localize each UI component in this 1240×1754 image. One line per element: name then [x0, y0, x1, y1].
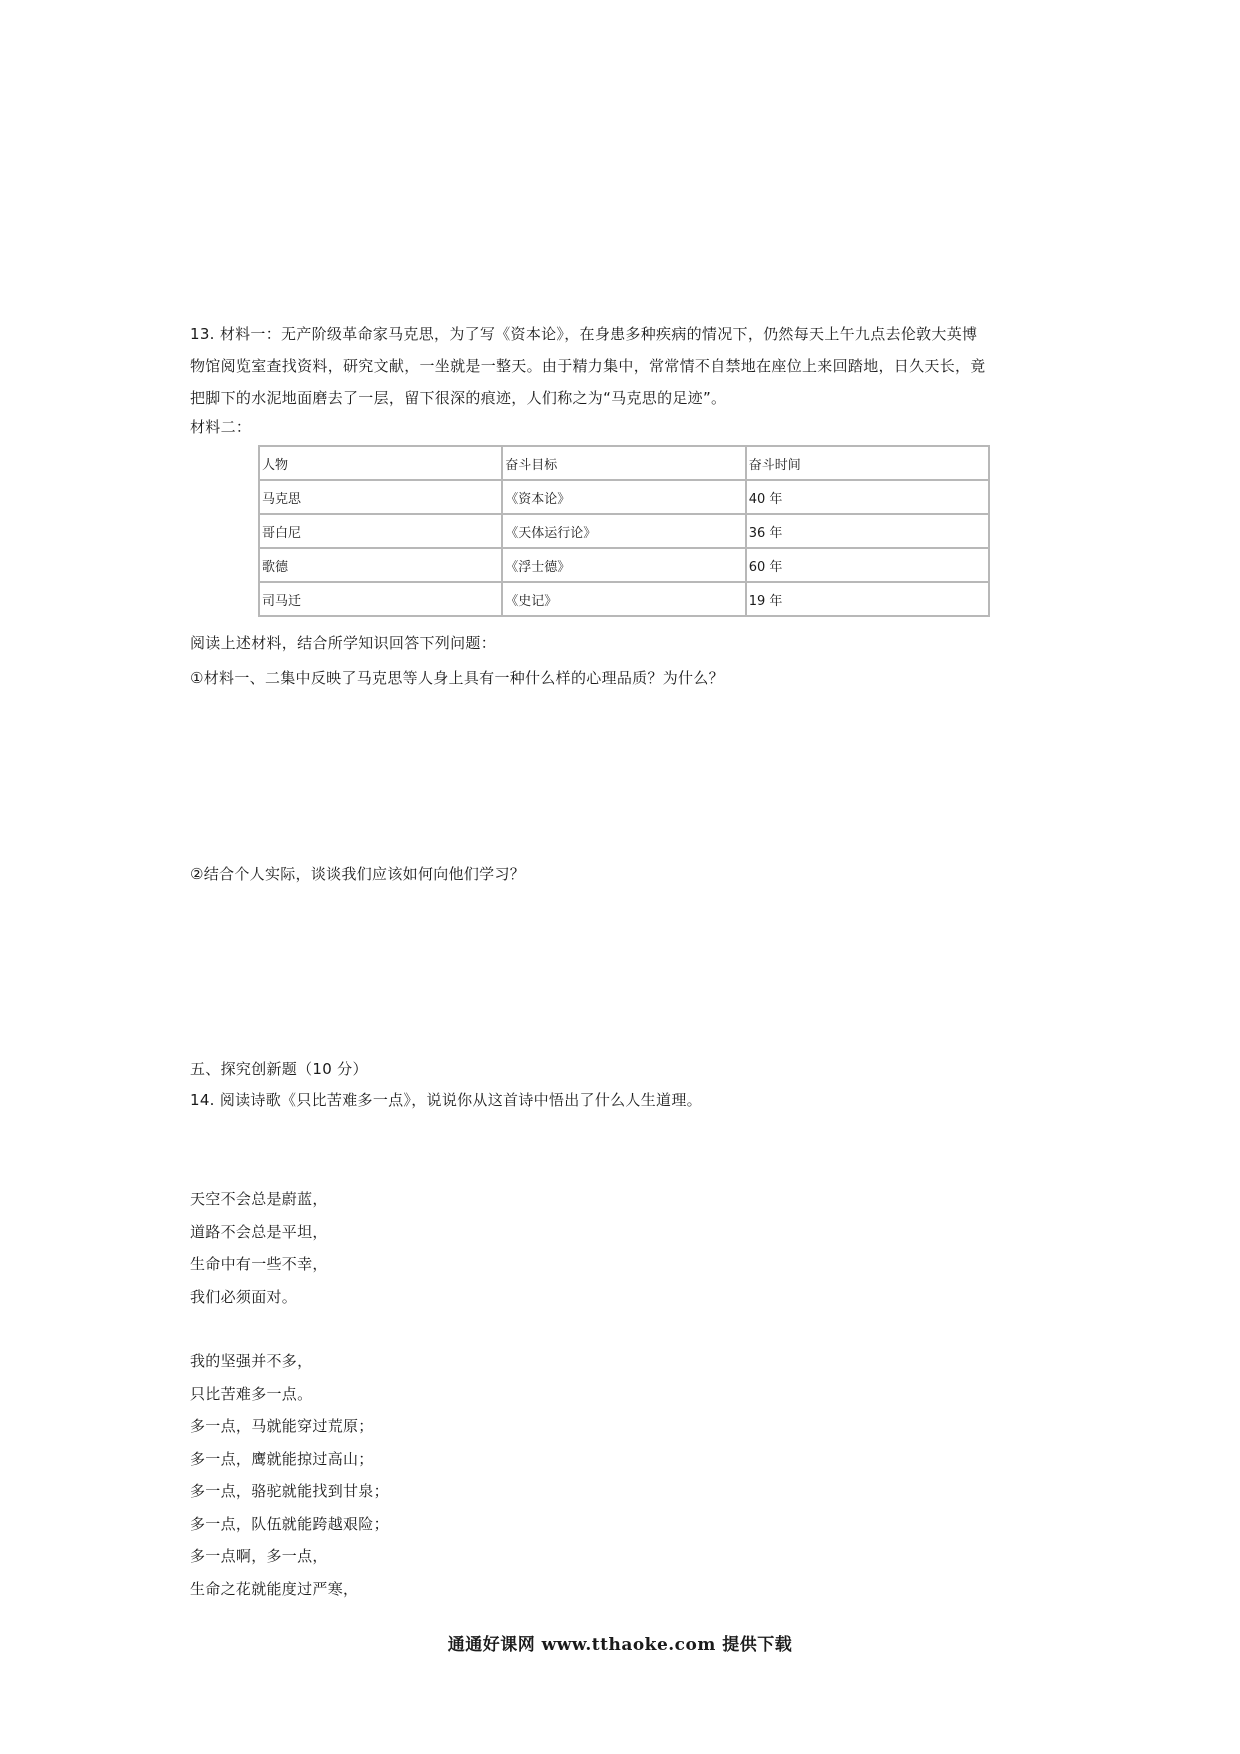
poem-stanza-1 — [190, 1183, 328, 1313]
poem-line: 只比苦难多一点。 — [190, 1384, 313, 1403]
poem-line: 生命中有一些不幸， — [190, 1255, 328, 1273]
table-cell: 19 年 — [746, 582, 989, 616]
table-cell: 《资本论》 — [502, 480, 745, 514]
table-row — [259, 514, 989, 548]
question-13-line: 13. 材料一：无产阶级革命家马克思，为了写《资本论》，在身患多种疾病的情况下，仍然每天上午九点去伦敦大英博 — [190, 325, 978, 343]
poem-line: 多一点啊，多一点， — [190, 1547, 328, 1565]
table-cell: 哥白尼 — [259, 514, 502, 548]
table-row — [259, 582, 989, 616]
section-5-title: 五、探究创新题（10 分） — [190, 1060, 368, 1078]
poem-line: 我们必须面对。 — [190, 1287, 298, 1306]
table-cell: 40 年 — [746, 480, 989, 514]
materials-table — [258, 445, 990, 617]
table-cell: 《天体运行论》 — [502, 514, 745, 548]
table-cell: 《浮士德》 — [502, 548, 745, 582]
poem-line: 多一点，马就能穿过荒原； — [190, 1417, 374, 1435]
poem-line: 多一点，骆驼就能找到甘泉； — [190, 1482, 389, 1500]
question-13-line: 把脚下的水泥地面磨去了一层，留下很深的痕迹，人们称之为“马克思的足迹”。 — [190, 389, 727, 407]
table-header-cell: 奋斗时间 — [746, 446, 989, 480]
table-cell: 36 年 — [746, 514, 989, 548]
question-14-prompt: 14. 阅读诗歌《只比苦难多一点》，说说你从这首诗中悟出了什么人生道理。 — [190, 1091, 702, 1109]
table-header-cell: 奋斗目标 — [502, 446, 745, 480]
table-header-cell: 人物 — [259, 446, 502, 480]
table-row — [259, 548, 989, 582]
question-13-material-1 — [190, 318, 1060, 414]
question-13-subquestion-2: ②结合个人实际，谈谈我们应该如何向他们学习？ — [190, 865, 526, 883]
poem-line: 道路不会总是平坦， — [190, 1222, 328, 1241]
question-13-subquestion-1: ①材料一、二集中反映了马克思等人身上具有一种什么样的心理品质？为什么？ — [190, 669, 724, 687]
poem-line: 多一点，鹰就能掠过高山； — [190, 1449, 374, 1468]
page-footer: 通通好课网 www.tthaoke.com 提供下载 — [447, 1635, 793, 1655]
table-cell: 司马迁 — [259, 582, 502, 616]
poem-line: 生命之花就能度过严寒， — [190, 1579, 359, 1598]
table-cell: 马克思 — [259, 480, 502, 514]
table-cell: 歌德 — [259, 548, 502, 582]
question-13-instruction: 阅读上述材料，结合所学知识回答下列问题： — [190, 634, 497, 652]
table-row — [259, 480, 989, 514]
question-13-line: 物馆阅览室查找资料，研究文献，一坐就是一整天。由于精力集中，常常情不自禁地在座位上来回踏地，日久天长，竟 — [190, 357, 986, 375]
poem-stanza-2 — [190, 1345, 389, 1605]
table-cell: 60 年 — [746, 548, 989, 582]
table-cell: 《史记》 — [502, 582, 745, 616]
material-2-label: 材料二： — [190, 418, 252, 436]
poem-line: 多一点，队伍就能跨越艰险； — [190, 1514, 389, 1533]
poem-line: 天空不会总是蔚蓝， — [190, 1190, 328, 1208]
poem-line: 我的坚强并不多， — [190, 1352, 313, 1370]
table-header-row — [259, 446, 989, 480]
